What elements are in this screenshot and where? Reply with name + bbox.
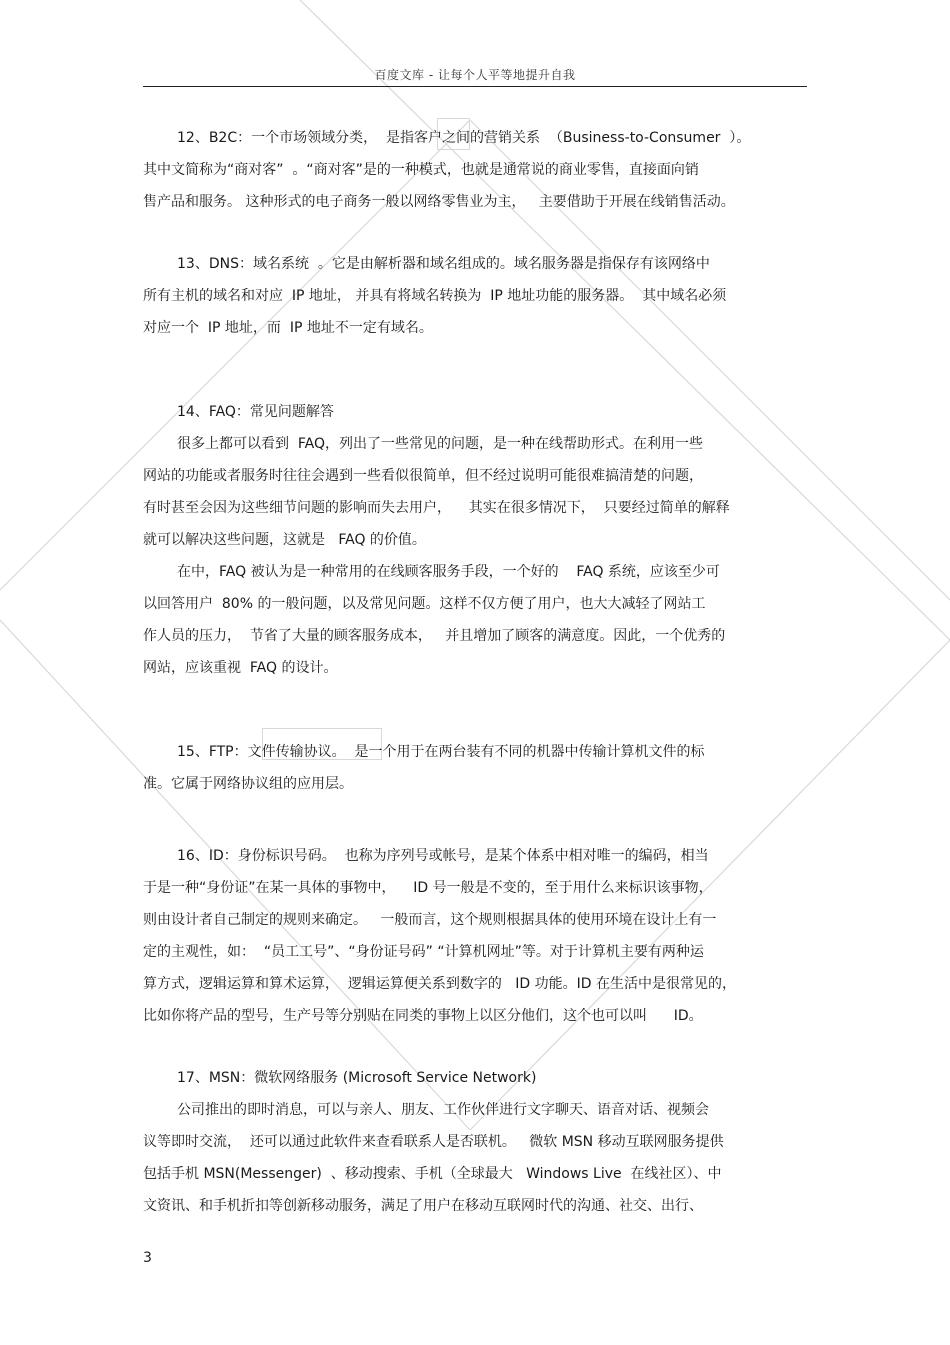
paragraph-line: 很多上都可以看到 FAQ，列出了一些常见的问题，是一种在线帮助形式。在利用一些 bbox=[177, 436, 704, 452]
paragraph-line: 对应一个 IP 地址，而 IP 地址不一定有域名。 bbox=[143, 320, 433, 336]
paragraph-line: 比如你将产品的型号，生产号等分别贴在同类的事物上以区分他们，这个也可以叫 ID。 bbox=[143, 1008, 703, 1024]
paragraph-line: 则由设计者自己制定的规则来确定。 一般而言，这个规则根据具体的使用环境在设计上有一 bbox=[143, 912, 717, 928]
paragraph-line: 有时甚至会因为这些细节问题的影响而失去用户， 其实在很多情况下， 只要经过简单的解释 bbox=[143, 500, 730, 516]
section-ftp bbox=[143, 739, 807, 803]
section-spacer bbox=[143, 803, 807, 843]
section-b2c bbox=[143, 125, 807, 221]
section-spacer bbox=[143, 221, 807, 251]
paragraph-line: 于是一种“身份证”在某一具体的事物中， ID 号一般是不变的，至于用什么来标识该事物， bbox=[143, 880, 713, 896]
paragraph-line: 包括手机 MSN(Messenger) 、移动搜索、手机（全球最大 Windows Live 在线社区）、中 bbox=[143, 1166, 722, 1182]
paragraph-line: 12、B2C：一个市场领域分类， 是指客户之间的营销关系 （Business-to-Consumer ）。 bbox=[177, 130, 751, 146]
paragraph-line: 以回答用户 80% 的一般问题，以及常见问题。这样不仅方便了用户，也大大减轻了网站工 bbox=[143, 596, 706, 612]
header-divider bbox=[143, 86, 807, 87]
paragraph-line: 售产品和服务。 这种形式的电子商务一般以网络零售业为主， 主要借助于开展在线销售活动。 bbox=[143, 194, 735, 210]
paragraph-line: 网站，应该重视 FAQ 的设计。 bbox=[143, 660, 338, 676]
paragraph-line: 16、ID：身份标识号码。 也称为序列号或帐号，是某个体系中相对唯一的编码，相当 bbox=[177, 848, 709, 864]
paragraph-line: 文资讯、和手机折扣等创新移动服务，满足了用户在移动互联网时代的沟通、社交、出行、 bbox=[143, 1198, 703, 1214]
paragraph-line: 在中，FAQ 被认为是一种常用的在线顾客服务手段，一个好的 FAQ 系统，应该至少可 bbox=[177, 564, 720, 580]
paragraph-line: 议等即时交流， 还可以通过此软件来查看联系人是否联机。 微软 MSN 移动互联网服务提供 bbox=[143, 1134, 724, 1150]
paragraph-line: 公司推出的即时消息，可以与亲人、朋友、工作伙伴进行文字聊天、语音对话、视频会 bbox=[177, 1102, 709, 1118]
page-number: 3 bbox=[143, 1250, 152, 1266]
section-heading: 17、MSN：微软网络服务 (Microsoft Service Network) bbox=[177, 1070, 537, 1086]
section-spacer bbox=[143, 687, 807, 739]
paragraph-line: 准。它属于网络协议组的应用层。 bbox=[143, 776, 353, 792]
section-id bbox=[143, 843, 807, 1035]
paragraph-line: 其中文简称为“商对客” 。“商对客”是的一种模式，也就是通常说的商业零售，直接面向销 bbox=[143, 162, 699, 178]
section-heading: 14、FAQ：常见问题解答 bbox=[177, 404, 334, 420]
document-body bbox=[143, 125, 807, 1225]
section-spacer bbox=[143, 1035, 807, 1065]
paragraph-line: 就可以解决这些问题，这就是 FAQ 的价值。 bbox=[143, 532, 426, 548]
section-dns bbox=[143, 251, 807, 347]
paragraph-line: 网站的功能或者服务时往往会遇到一些看似很简单，但不经过说明可能很难搞清楚的问题， bbox=[143, 468, 703, 484]
section-msn bbox=[143, 1065, 807, 1225]
paragraph-line: 所有主机的域名和对应 IP 地址， 并具有将域名转换为 IP 地址功能的服务器。 其中域名必须 bbox=[143, 288, 727, 304]
paragraph-line: 作人员的压力， 节省了大量的顾客服务成本， 并且增加了顾客的满意度。因此，一个优秀的 bbox=[143, 628, 726, 644]
paragraph-line: 定的主观性，如： “员工工号”、“身份证号码” “计算机网址”等。对于计算机主要有两种运 bbox=[143, 944, 704, 960]
page-header: 百度文库 - 让每个人平等地提升自我 bbox=[374, 68, 576, 82]
paragraph-line: 算方式，逻辑运算和算术运算， 逻辑运算便关系到数字的 ID 功能。ID 在生活中是很常见的， bbox=[143, 976, 736, 992]
section-faq bbox=[143, 399, 807, 687]
section-spacer bbox=[143, 347, 807, 399]
paragraph-line: 13、DNS：域名系统 。它是由解析器和域名组成的。域名服务器是指保存有该网络中 bbox=[177, 256, 710, 272]
paragraph-line: 15、FTP：文件传输协议。 是一个用于在两台装有不同的机器中传输计算机文件的标 bbox=[177, 744, 705, 760]
